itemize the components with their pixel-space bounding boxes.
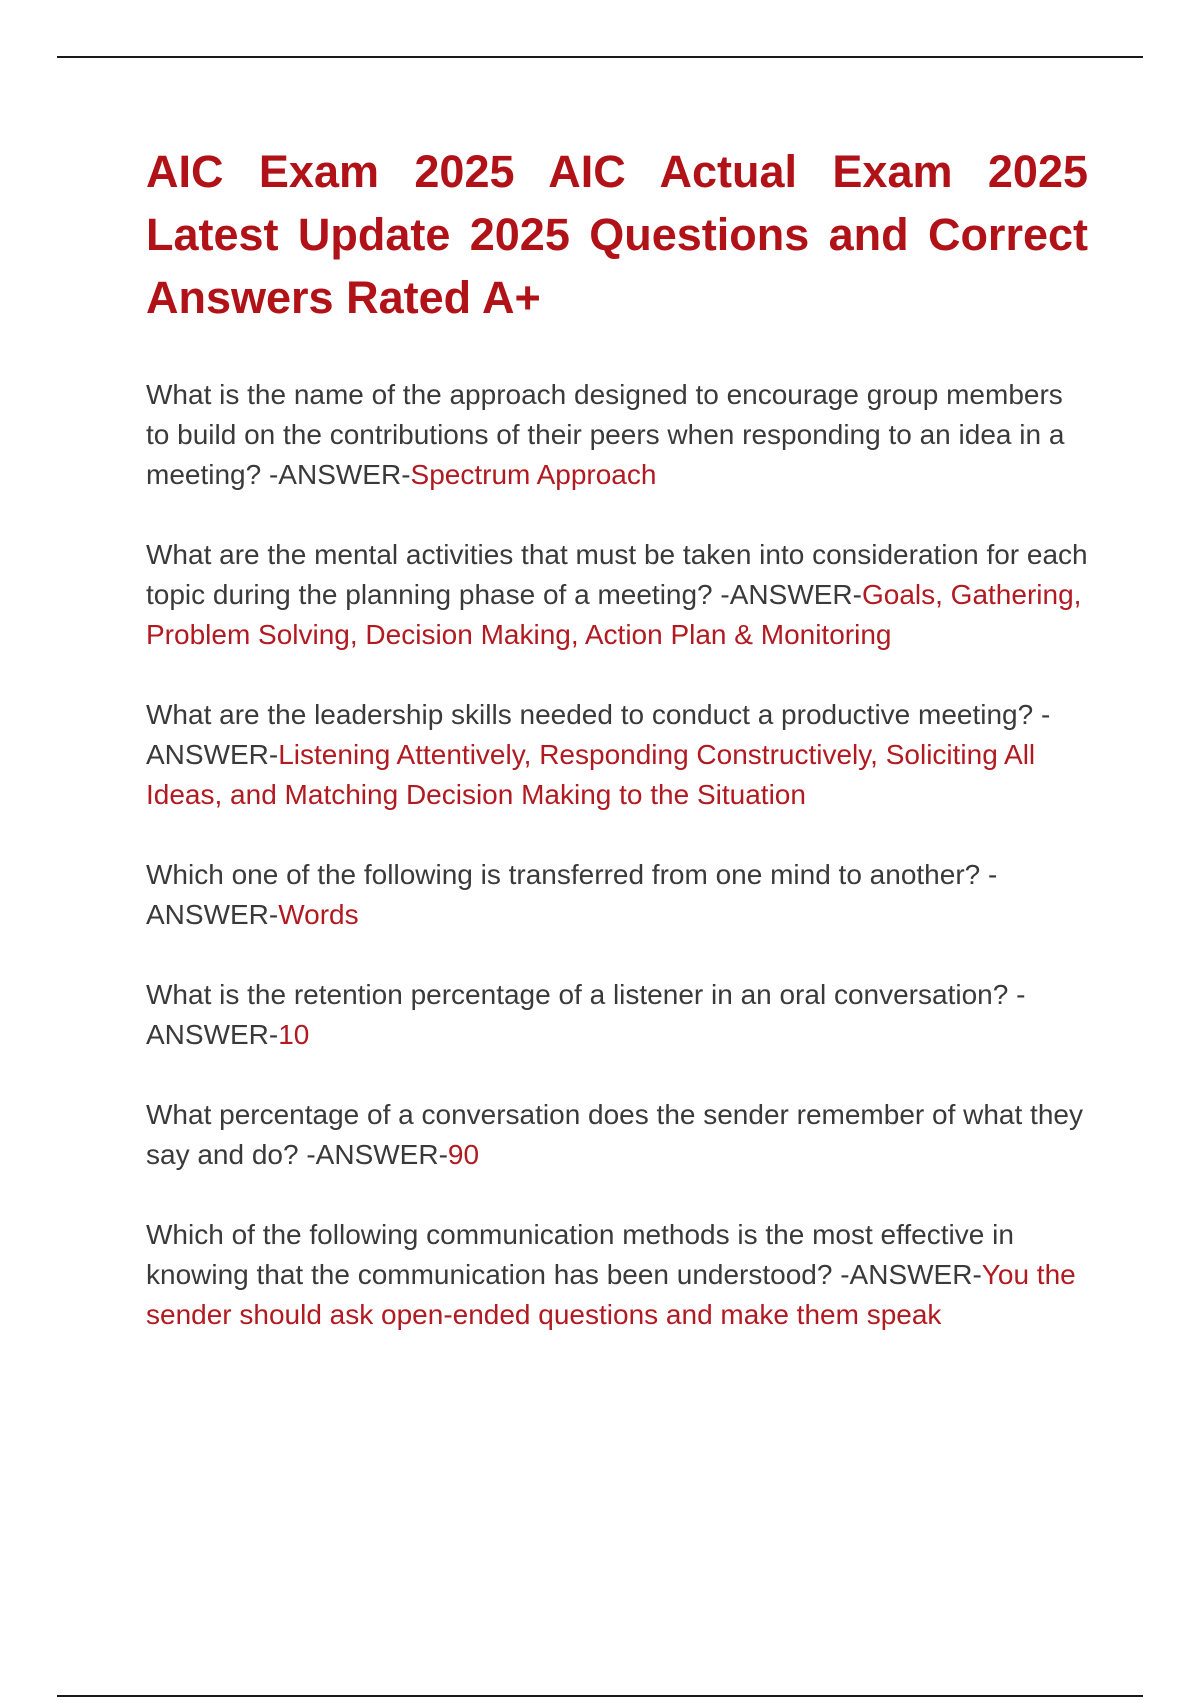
page-content bbox=[146, 140, 1088, 1375]
qa-item-1 bbox=[146, 375, 1088, 495]
answer-text: Listening Attentively, Responding Constructively, Soliciting All Ideas, and Matching Decision Making to the Situation bbox=[146, 739, 1036, 810]
qa-item-7 bbox=[146, 1215, 1088, 1335]
answer-text: You the sender should ask open-ended questions and make them speak bbox=[146, 1259, 1076, 1330]
answer-marker: -ANSWER- bbox=[268, 459, 411, 490]
answer-text: Goals, Gathering, Problem Solving, Decision Making, Action Plan & Monitoring bbox=[146, 579, 1082, 650]
answer-marker: -ANSWER- bbox=[306, 1139, 448, 1170]
answer-text: 90 bbox=[447, 1139, 480, 1170]
answer-text: Spectrum Approach bbox=[410, 459, 657, 490]
question-text: What are the leadership skills needed to conduct a productive meeting? bbox=[146, 699, 1041, 730]
answer-marker: -ANSWER- bbox=[146, 979, 1026, 1050]
answer-marker: -ANSWER- bbox=[146, 699, 1051, 770]
question-text: What percentage of a conversation does the sender remember of what they say and do? bbox=[146, 1099, 1083, 1170]
qa-item-4 bbox=[146, 855, 1088, 935]
answer-text: Words bbox=[278, 899, 359, 930]
question-text: Which of the following communication methods is the most effective in knowing that the communication has been understood? bbox=[146, 1219, 1014, 1290]
question-text: What are the mental activities that must be taken into consideration for each topic during the planning phase of a meeting? bbox=[146, 539, 1088, 610]
answer-marker: -ANSWER- bbox=[840, 1259, 982, 1290]
document-title: AIC Exam 2025 AIC Actual Exam 2025 Latest Update 2025 Questions and Correct Answers Rated A+ bbox=[146, 146, 1088, 323]
qa-list bbox=[146, 375, 1088, 1335]
top-rule bbox=[57, 56, 1143, 58]
question-text: What is the name of the approach designed to encourage group members to build on the contributions of their peers when responding to an idea in a meeting? bbox=[146, 379, 1065, 490]
answer-marker: -ANSWER- bbox=[720, 579, 862, 610]
answer-marker: -ANSWER- bbox=[146, 859, 998, 930]
bottom-rule bbox=[57, 1695, 1143, 1697]
qa-item-5 bbox=[146, 975, 1088, 1055]
question-text: What is the retention percentage of a listener in an oral conversation? bbox=[146, 979, 1017, 1010]
qa-item-3 bbox=[146, 695, 1088, 815]
qa-item-2 bbox=[146, 535, 1088, 655]
qa-item-6 bbox=[146, 1095, 1088, 1175]
question-text: Which one of the following is transferred from one mind to another? bbox=[146, 859, 988, 890]
answer-text: 10 bbox=[278, 1019, 310, 1050]
